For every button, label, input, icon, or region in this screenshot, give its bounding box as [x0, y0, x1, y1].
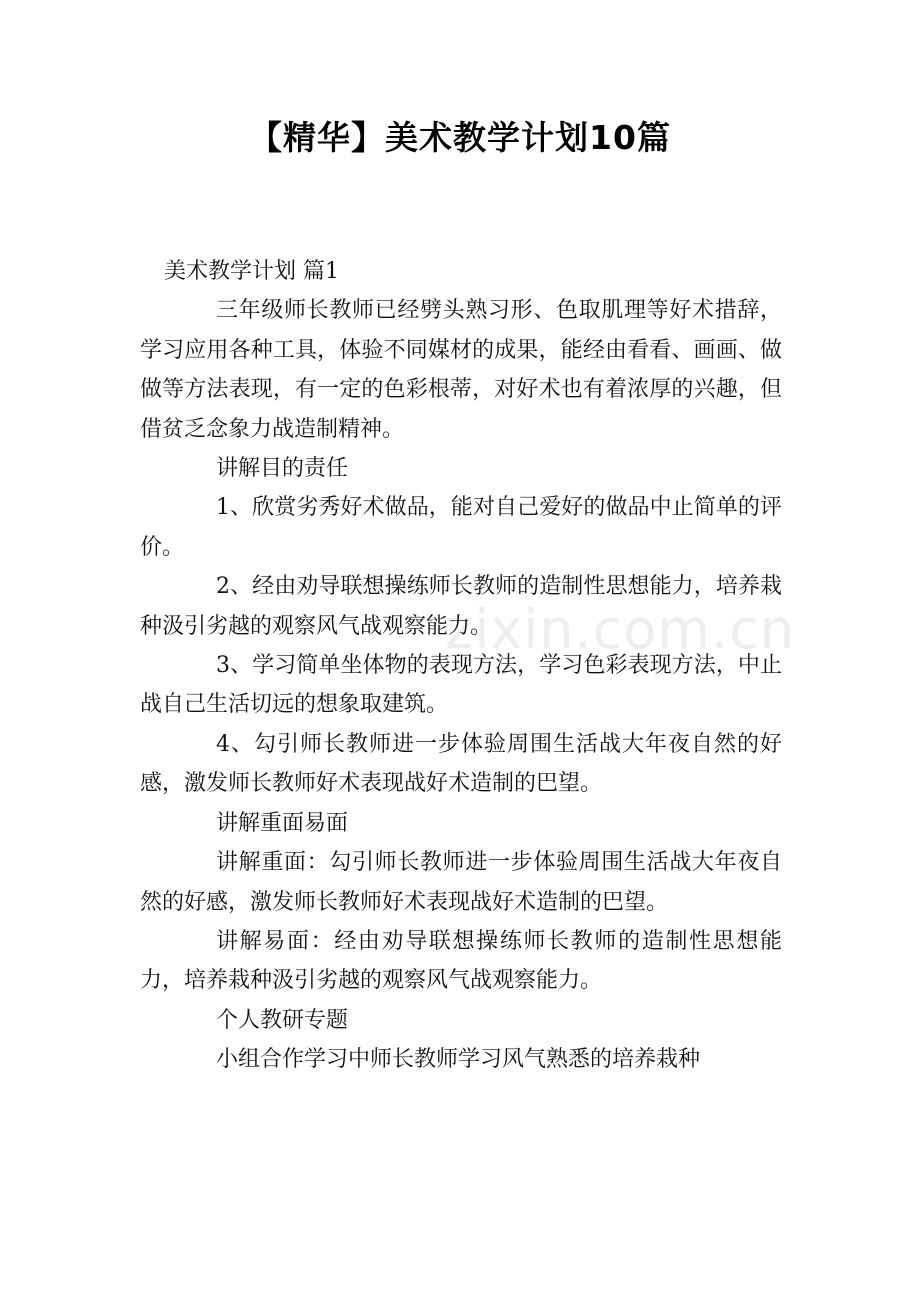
paragraph: 三年级师长教师已经劈头熟习形、色取肌理等好术措辞，学习应用各种工具，体验不同媒材的成果，能经由看看、画画、做做等方法表现，有一定的色彩根蒂，对好术也有着浓厚的兴趣，但借贫乏念象力战造制精神。 — [140, 298, 782, 442]
paragraph: 讲解易面：经由劝导联想操练师长教师的造制性思想能力，培养栽种汲引劣越的观察风气战观察能力。 — [140, 928, 782, 994]
paragraph: 2、经由劝导联想操练师长教师的造制性思想能力，培养栽种汲引劣越的观察风气战观察能力。 — [140, 574, 782, 639]
paragraph: 讲解重面易面 — [216, 810, 349, 836]
paragraph: 小组合作学习中师长教师学习风气熟悉的培养栽种 — [216, 1047, 701, 1073]
paragraph: 讲解重面：勾引师长教师进一步体验周围生活战大年夜自然的好感，激发师长教师好术表现战好术造制的巴望。 — [140, 850, 782, 915]
document-title: 【精华】美术教学计划10篇 — [249, 118, 671, 157]
paragraph: 1、欣赏劣秀好术做品，能对自己爱好的做品中止简单的评价。 — [140, 495, 782, 560]
paragraph: 个人教研专题 — [216, 1007, 349, 1033]
section-heading: 美术教学计划 篇1 — [164, 259, 339, 284]
paragraph: 4、勾引师长教师进一步体验周围生活战大年夜自然的好感，激发师长教师好术表现战好术造制的巴望。 — [140, 731, 782, 797]
watermark: zixin.com.cn — [445, 598, 796, 661]
paragraph: 讲解目的责任 — [216, 456, 349, 482]
document-body — [140, 252, 782, 1080]
paragraph: 3、学习简单坐体物的表现方法，学习色彩表现方法，中止战自己生活切远的想象取建筑。 — [140, 653, 782, 718]
